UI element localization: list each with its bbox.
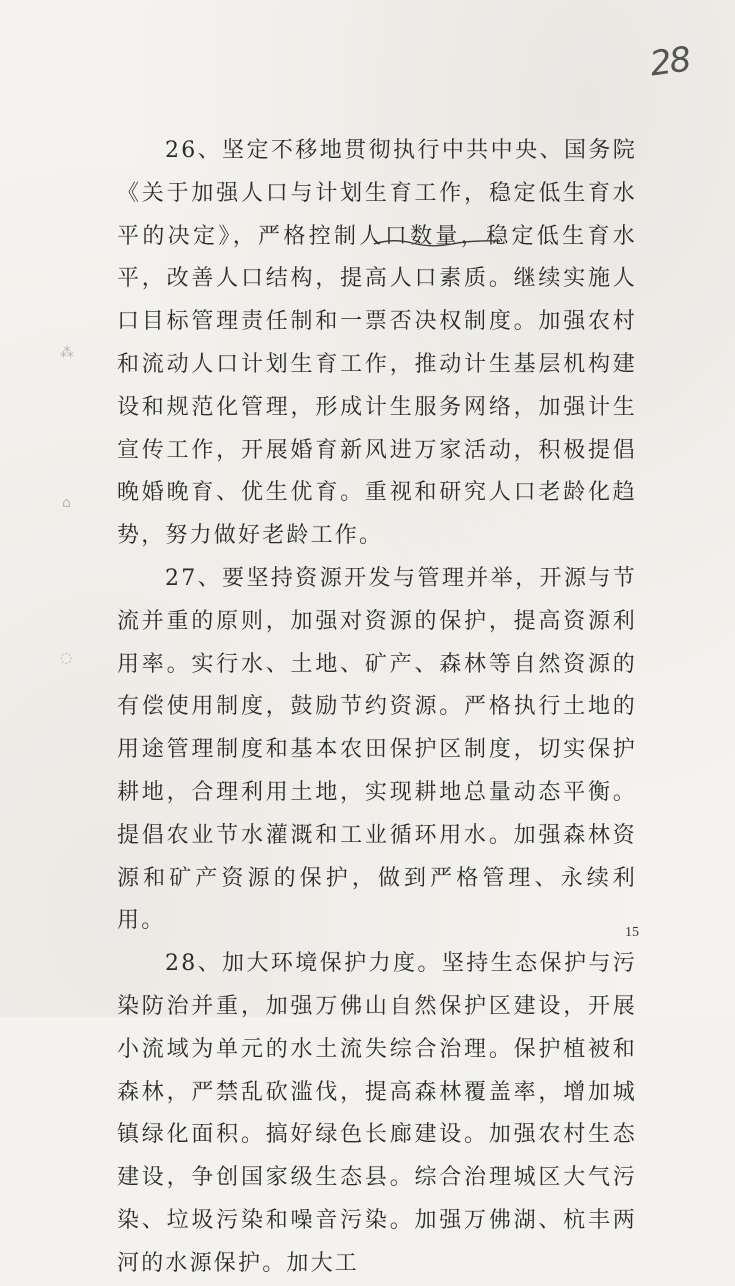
handwritten-page-mark: 28 <box>647 39 692 85</box>
page-number: 15 <box>625 925 639 940</box>
paragraph-26: 26、坚定不移地贯彻执行中共中央、国务院《关于加强人口与计划生育工作，稳定低生育水平的决定》，严格控制人口数量，稳定低生育水平，改善人口结构，提高人口素质。继续实施人口目标管理责任制和一票否决权制度。加强农村和流动人口计划生育工作，推动计生基层机构建设和规范化管理，形成计生服务网络，加强计生宣传工作，开展婚育新风进万家活动，积极提倡晚婚晚育、优生优育。重视和研究人口老龄化趋势，努力做好老龄工作。 <box>117 138 637 549</box>
document-body <box>117 130 637 1286</box>
paragraph-27: 27、要坚持资源开发与管理并举，开源与节流并重的原则，加强对资源的保护，提高资源利用率。实行水、土地、矿产、森林等自然资源的有偿使用制度，鼓励节约资源。严格执行土地的用途管理制度和基本农田保护区制度，切实保护耕地，合理利用土地，实现耕地总量动态平衡。提倡农业节水灌溉和工业循环用水。加强森林资源和矿产资源的保护，做到严格管理、永续利用。 <box>117 565 637 934</box>
scan-mark: ⁂ <box>60 345 74 361</box>
scan-mark: ⌂ <box>62 495 71 511</box>
scan-mark: ◌ <box>60 650 73 666</box>
paragraph-28: 28、加大环境保护力度。坚持生态保护与污染防治并重，加强万佛山自然保护区建设，开展小流域为单元的水土流失综合治理。保护植被和森林，严禁乱砍滥伐，提高森林覆盖率，增加城镇绿化面积。搞好绿色长廊建设。加强农村生态建设，争创国家级生态县。综合治理城区大气污染、垃圾污染和噪音污染。加强万佛湖、杭丰两河的水源保护。加大工 <box>117 951 637 1276</box>
handwritten-underline <box>372 236 502 252</box>
